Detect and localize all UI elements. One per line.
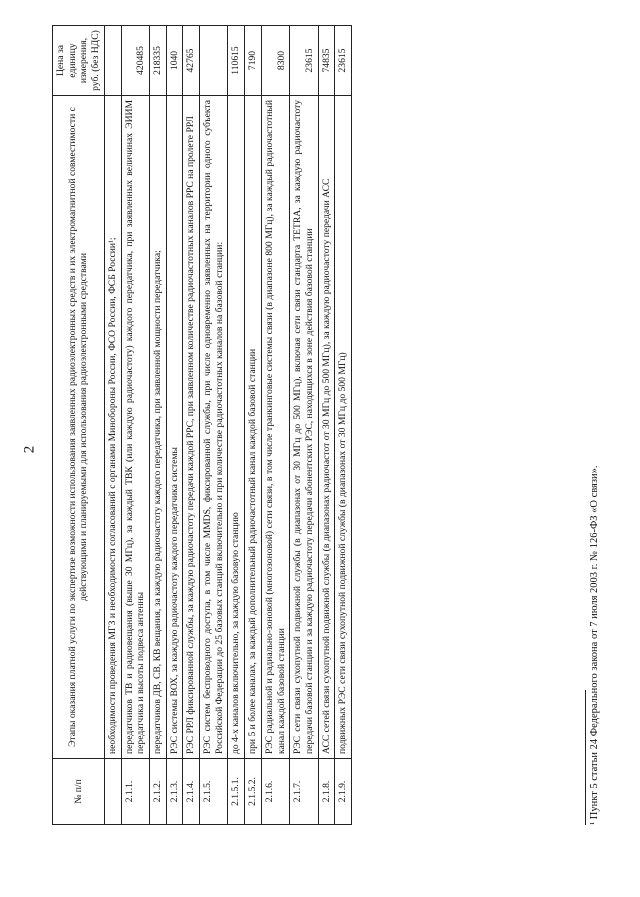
- footnote-divider: [585, 690, 586, 825]
- row-number: 2.1.5.2.: [245, 759, 262, 825]
- row-description: РЭС РРЛ фиксированной службы, за каждую радиочастоту передачи каждой РРС, при заявленном количестве радиочастотных каналов РРС на пролете РРЛ: [183, 96, 200, 759]
- table-row: [121, 26, 149, 825]
- row-description: до 4-х каналов включительно, за каждую базовую станцию: [228, 96, 245, 759]
- table-row: [200, 26, 228, 825]
- row-price: 7190: [245, 26, 262, 96]
- row-number: 2.1.3.: [166, 759, 183, 825]
- table-row: [335, 26, 352, 825]
- row-price: 218335: [149, 26, 166, 96]
- row-number: 2.1.7.: [290, 759, 318, 825]
- row-price: 42765: [183, 26, 200, 96]
- table-row: [290, 26, 318, 825]
- row-price: 8300: [261, 26, 289, 96]
- row-price: 110615: [228, 26, 245, 96]
- row-description: необходимости проведения МГЗ и необходимости согласований с органами Минобороны России, ФСО России, ФСБ России¹;: [104, 96, 121, 759]
- table-row: [261, 26, 289, 825]
- table-header-row: [53, 26, 105, 825]
- row-price: [200, 26, 228, 96]
- row-description: РЭС систем беспроводного доступа, в том числе MMDS, фиксированной службы, при числе одновременно заявленных на территории одного субъекта Российской Федерации до 25 базовых станций включительно и при количестве радиочастотных каналов на базовой станции:: [200, 96, 228, 759]
- table-row: [166, 26, 183, 825]
- row-number: 2.1.5.: [200, 759, 228, 825]
- row-price: 420485: [121, 26, 149, 96]
- row-price: [104, 26, 121, 96]
- row-number: 2.1.2.: [149, 759, 166, 825]
- row-description: подвижных РЭС сети связи сухопутной подвижной службы (в диапазонах от 30 МГц до 500 МГц): [335, 96, 352, 759]
- table-row: [149, 26, 166, 825]
- row-description: АСС сетей связи сухопутной подвижной службы (в диапазонах радиочастот от 30 МГц до 500 МГц), за каждую радиочастоту передачи АСС: [318, 96, 335, 759]
- row-price: 74835: [318, 26, 335, 96]
- page-number: 2: [21, 445, 38, 454]
- row-number: [104, 759, 121, 825]
- row-price: 23615: [290, 26, 318, 96]
- footnote: ¹ Пункт 5 статьи 24 Федерального закона от 7 июля 2003 г. № 126-ФЗ «О связи».: [589, 465, 600, 825]
- row-description: передатчиков ДВ, СВ, КВ вещания, за каждую радиочастоту каждого передатчика, при заявленной мощности передатчика;: [149, 96, 166, 759]
- table-row: [104, 26, 121, 825]
- pricing-table: [52, 25, 352, 825]
- row-price: 23615: [335, 26, 352, 96]
- header-price: Цена за единицу измерения, руб. (без НДС): [53, 26, 105, 96]
- row-description: передатчиков ТВ и радиовещания (выше 30 МГц), за каждый ТВК (или каждую радиочастоту) каждого передатчика, при заявленных величинах ЭИИМ передатчика и высоты подвеса антенны: [121, 96, 149, 759]
- row-number: 2.1.9.: [335, 759, 352, 825]
- header-stage: Этапы оказания платной услуги по экспертизе возможности использования заявленных радиоэлектронных средств и их электромагнитной совместимости с действующими и планируемыми для использования радиоэлектронными средствами: [53, 96, 105, 759]
- row-price: 1040: [166, 26, 183, 96]
- row-description: РЭС радиальной и радиально-зоновой (многозоновой) сети связи, в том числе транкинговые системы связи (в диапазоне 800 МГц), за каждый радиочастотный канал каждой базовой станции: [261, 96, 289, 759]
- row-number: 2.1.8.: [318, 759, 335, 825]
- table-row: [245, 26, 262, 825]
- row-description: при 5 и более каналах, за каждый дополнительный радиочастотный канал каждой базовой станции: [245, 96, 262, 759]
- table-row: [183, 26, 200, 825]
- header-number: № п/п: [53, 759, 105, 825]
- row-number: 2.1.5.1.: [228, 759, 245, 825]
- row-number: 2.1.1.: [121, 759, 149, 825]
- row-number: 2.1.4.: [183, 759, 200, 825]
- row-description: РЭС системы ВОХ, за каждую радиочастоту каждого передатчика системы: [166, 96, 183, 759]
- table-row: [228, 26, 245, 825]
- row-number: 2.1.6.: [261, 759, 289, 825]
- row-description: РЭС сети связи сухопутной подвижной службы (в диапазонах от 30 МГц до 500 МГц), включая сети связи стандарта TETRA, за каждую радиочастоту передачи базовой станции и за каждую радиочастоту передачи абонентских РЭС, находящихся в зоне действия базовой станции: [290, 96, 318, 759]
- table-row: [318, 26, 335, 825]
